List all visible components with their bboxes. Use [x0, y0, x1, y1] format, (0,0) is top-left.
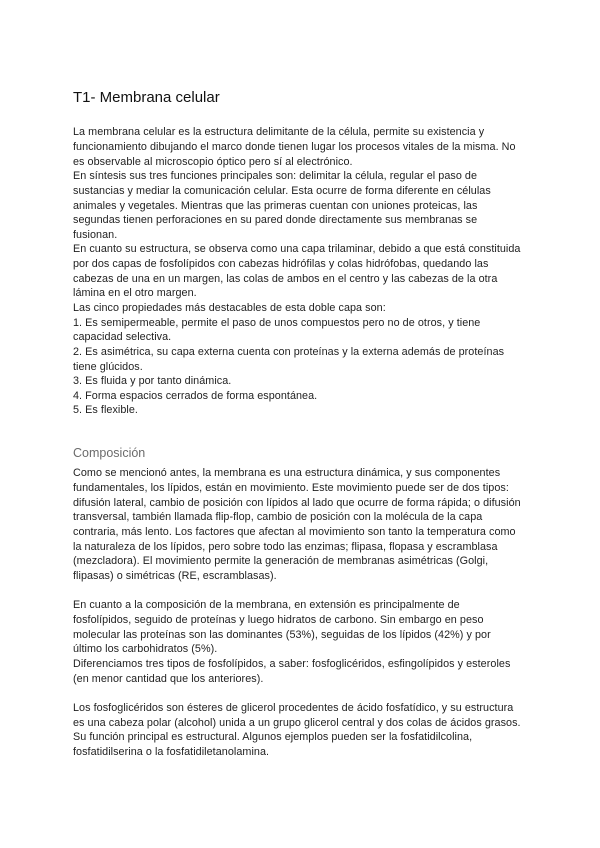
- text-line: cabezas de una en un margen, las colas de ambos en el centro y las cabezas de la otra: [73, 273, 498, 285]
- text-line: animales y vegetales. Mientras que las primeras cuentan con uniones proteicas, las: [73, 200, 478, 212]
- text-line: segundas tienen perforaciones en su pared donde directamente sus membranas se: [73, 214, 478, 226]
- text-line: flipasas) o simétricas (RE, escramblasas).: [73, 570, 277, 582]
- text-line: En cuanto a la composición de la membrana, en extensión es principalmente de: [73, 599, 460, 611]
- list-item: 2. Es asimétrica, su capa externa cuenta con proteínas y la externa además de proteínas: [73, 346, 505, 358]
- text-line: sustancias y mediar la comunicación celular. Esta ocurre de forma diferente en células: [73, 185, 491, 197]
- text-line: por dos capas de fosfolípidos con cabezas hidrófilas y colas hidrófobas, quedando las: [73, 258, 489, 270]
- text-line: En síntesis sus tres funciones principales son: delimitar la célula, regular el paso de: [73, 170, 478, 182]
- text-line: Los fosfoglicéridos son ésteres de glicerol procedentes de ácido fosfatídico, y su estructura: [73, 702, 514, 714]
- text-line: es observable al microscopio óptico pero sí al electrónico.: [73, 156, 353, 168]
- text-line: molecular las proteínas son las dominantes (53%), seguidas de los lípidos (42%) y por: [73, 629, 491, 641]
- page-title: T1- Membrana celular: [73, 89, 220, 106]
- list-item: capacidad selectiva.: [73, 331, 172, 343]
- text-line: Su función principal es estructural. Algunos ejemplos pueden ser la fosfatidilcolina,: [73, 731, 473, 743]
- text-line: contraria, más lento. Los factores que afectan al movimiento son tanto la temperatura como: [73, 526, 516, 538]
- text-line: la naturaleza de los lípidos, pero sobre todo las enzimas; flipasa, flopasa y escramblasa: [73, 541, 498, 553]
- text-line: fosfolípidos, seguido de proteínas y luego hidratos de carbono. Sin embargo en peso: [73, 614, 484, 626]
- text-line: (en menor cantidad que los anteriores).: [73, 673, 264, 685]
- list-item: tiene glúcidos.: [73, 361, 143, 373]
- text-line: lámina en el otro margen.: [73, 287, 197, 299]
- text-line: es una cabeza polar (alcohol) unida a un grupo glicerol central y dos colas de ácidos grasos.: [73, 717, 521, 729]
- text-line: Como se mencionó antes, la membrana es una estructura dinámica, y sus componentes: [73, 467, 501, 479]
- text-line: fundamentales, los lípidos, están en movimiento. Este movimiento puede ser de dos tipos:: [73, 482, 509, 494]
- text-line: fosfatidilserina o la fosfatidiletanolamina.: [73, 746, 270, 758]
- list-item: 4. Forma espacios cerrados de forma espontánea.: [73, 390, 318, 402]
- text-line: La membrana celular es la estructura delimitante de la célula, permite su existencia y: [73, 126, 485, 138]
- list-item: 5. Es flexible.: [73, 404, 138, 416]
- text-line: En cuanto su estructura, se observa como una capa trilaminar, debido a que está constituida: [73, 243, 521, 255]
- section-heading: Composición: [73, 446, 146, 460]
- text-line: fusionan.: [73, 229, 118, 241]
- text-line: transversal, también llamada flip-flop, cambio de posición con la molécula de la capa: [73, 511, 483, 523]
- text-line: último los carbohidratos (5%).: [73, 643, 218, 655]
- list-item: 3. Es fluida y por tanto dinámica.: [73, 375, 232, 387]
- text-line: difusión lateral, cambio de posición con lípidos al lado que ocurre de forma rápida; o difusión: [73, 497, 521, 509]
- text-line: funcionamiento dibujando el marco donde tienen lugar los procesos vitales de la misma. No: [73, 141, 516, 153]
- text-line: Diferenciamos tres tipos de fosfolípidos, a saber: fosfoglicéridos, esfingolípidos y esteroles: [73, 658, 511, 670]
- text-line: (mezcladora). El movimiento permite la generación de membranas asimétricas (Golgi,: [73, 555, 489, 567]
- list-item: 1. Es semipermeable, permite el paso de unos compuestos pero no de otros, y tiene: [73, 317, 481, 329]
- text-line: Las cinco propiedades más destacables de esta doble capa son:: [73, 302, 386, 314]
